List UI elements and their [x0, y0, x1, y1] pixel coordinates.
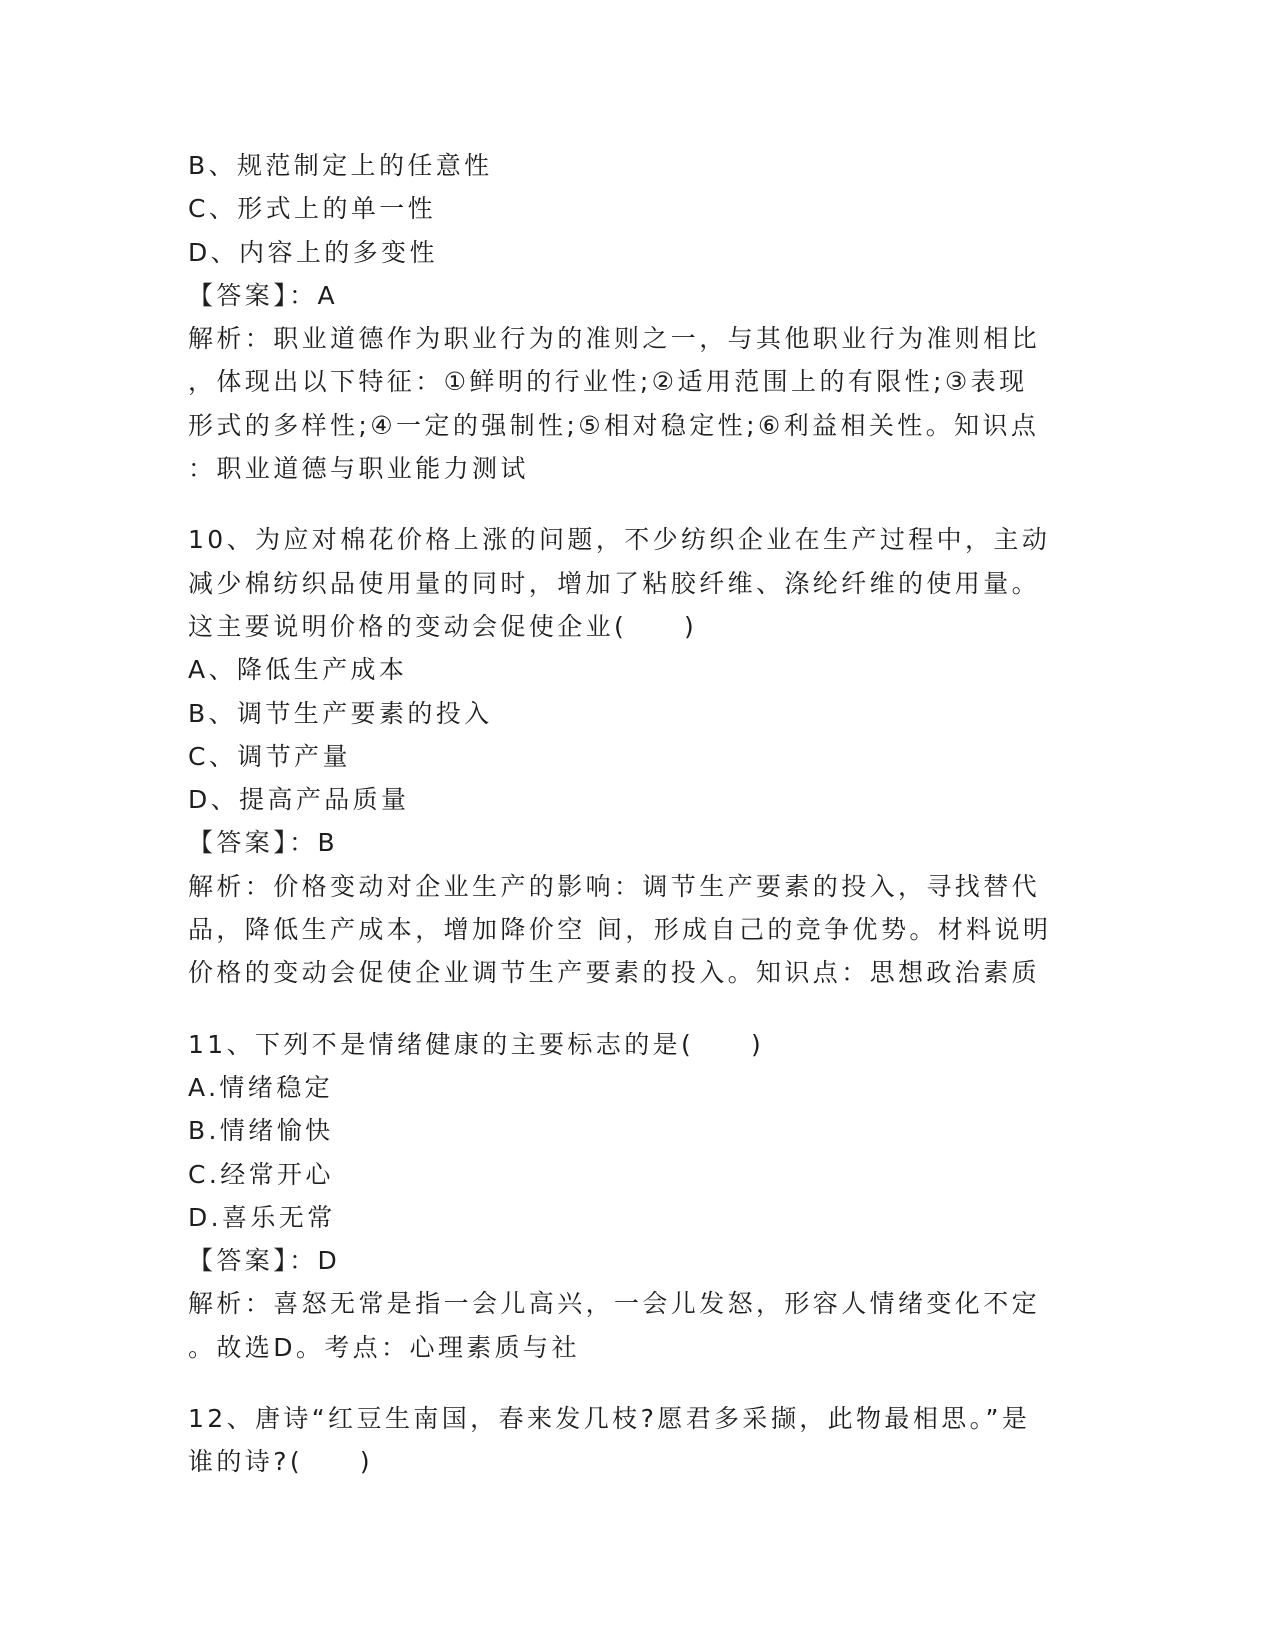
question-9-block — [188, 144, 1088, 490]
q10-analysis-line: 解析：价格变动对企业生产的影响：调节生产要素的投入，寻找替代 — [188, 871, 1041, 901]
question-spacer — [188, 1369, 1088, 1397]
q10-stem-line: 这主要说明价格的变动会促使企业( ) — [188, 611, 698, 641]
q9-option-b: B、规范制定上的任意性 — [188, 151, 493, 180]
q10-option-d: D、提高产品质量 — [188, 785, 410, 815]
q9-analysis-line: ：职业道德与职业能力测试 — [188, 454, 529, 484]
q11-stem-line: 11、下列不是情绪健康的主要标志的是( ) — [188, 1029, 765, 1059]
q9-answer: 【答案】：A — [188, 280, 339, 310]
q12-stem-line: 谁的诗?( ) — [188, 1447, 373, 1477]
q10-option-c: C、调节产量 — [188, 741, 351, 771]
q11-option-b: B.情绪愉快 — [188, 1116, 334, 1146]
question-11-block — [188, 1023, 1088, 1369]
q10-answer: 【答案】：B — [188, 828, 339, 858]
q10-stem-line: 减少棉纺织品使用量的同时，增加了粘胶纤维、涤纶纤维的使用量。 — [188, 568, 1041, 598]
q10-analysis-line: 品，降低生产成本，增加降价空 间，形成自己的竞争优势。材料说明 — [188, 915, 1052, 945]
q11-answer: 【答案】：D — [188, 1246, 341, 1276]
q9-analysis-line: ，体现出以下特征：①鲜明的行业性;②适用范围上的有限性;③表现 — [188, 367, 1028, 397]
q12-stem-line: 12、唐诗“红豆生南国，春来发几枝?愿君多采撷，此物最相思。”是 — [188, 1404, 1031, 1434]
question-10-block — [188, 518, 1088, 994]
q9-option-d: D、内容上的多变性 — [188, 237, 438, 267]
q11-option-c: C.经常开心 — [188, 1159, 334, 1189]
q11-analysis-line: 。故选D。考点：心理素质与社 — [188, 1332, 580, 1362]
question-spacer — [188, 490, 1088, 518]
q10-analysis-line: 价格的变动会促使企业调节生产要素的投入。知识点：思想政治素质 — [188, 958, 1041, 988]
q11-analysis-line: 解析：喜怒无常是指一会儿高兴，一会儿发怒，形容人情绪变化不定 — [188, 1289, 1041, 1319]
q11-option-d: D.喜乐无常 — [188, 1202, 336, 1232]
q9-analysis-line: 形式的多样性;④一定的强制性;⑤相对稳定性;⑥利益相关性。知识点 — [188, 410, 1040, 440]
q10-option-b: B、调节生产要素的投入 — [188, 698, 493, 728]
q11-option-a: A.情绪稳定 — [188, 1072, 334, 1102]
q10-stem-line: 10、为应对棉花价格上涨的问题，不少纺织企业在生产过程中，主动 — [188, 525, 1051, 555]
document-content — [188, 144, 1088, 1484]
q9-option-c: C、形式上的单一性 — [188, 194, 437, 224]
q10-option-a: A、降低生产成本 — [188, 655, 408, 685]
question-12-block — [188, 1397, 1088, 1484]
question-spacer — [188, 995, 1088, 1023]
q9-analysis-line: 解析：职业道德作为职业行为的准则之一，与其他职业行为准则相比 — [188, 324, 1041, 354]
